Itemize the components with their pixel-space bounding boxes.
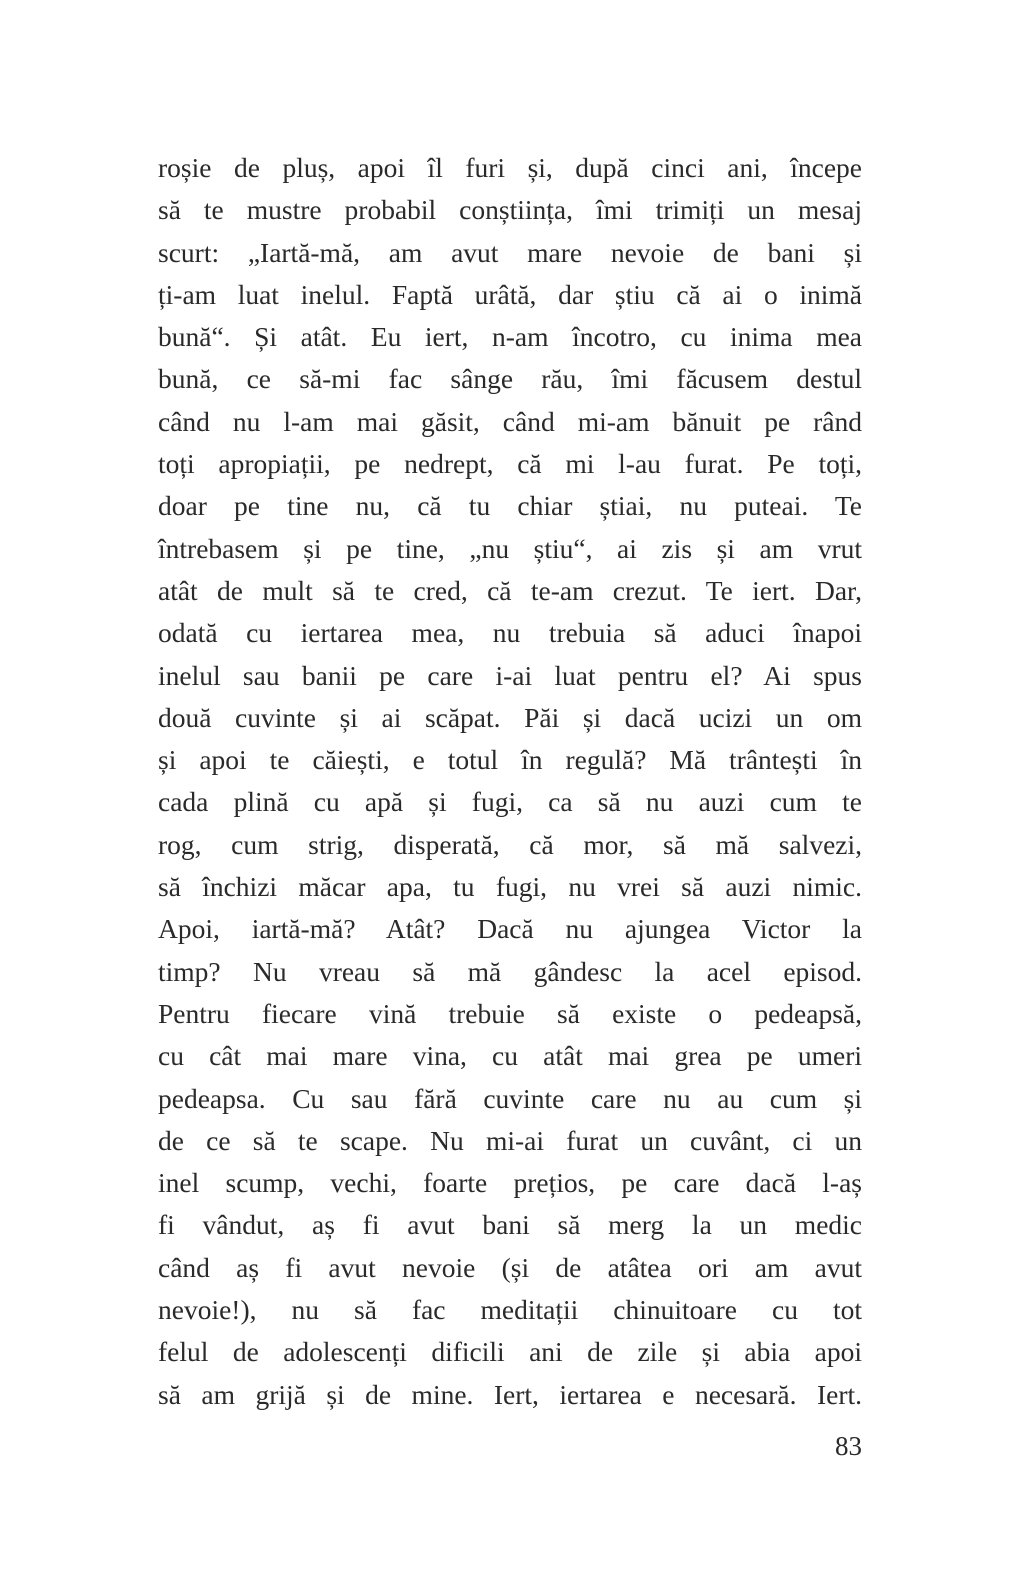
text-line: două cuvinte și ai scăpat. Păi și dacă ucizi un om [158,701,862,733]
text-line: inelul sau banii pe care i-ai luat pentru el? Ai spus [158,659,862,691]
text-line: pedeapsa. Cu sau fără cuvinte care nu au cum și [158,1082,862,1114]
text-line: Apoi, iartă-mă? Atât? Dacă nu ajungea Victor la [158,913,862,945]
text-line: bună, ce să-mi fac sânge rău, îmi făcusem destul [158,363,862,395]
text-line: și apoi te căiești, e totul în regulă? Mă trântești în [158,744,862,776]
text-line: timp? Nu vreau să mă gândesc la acel episod. [158,955,862,987]
text-line: Pentru fiecare vină trebuie să existe o pedeapsă, [158,997,862,1029]
text-line: ți-am luat inelul. Faptă urâtă, dar știu că ai o inimă [158,278,862,310]
text-line: felul de adolescenți dificili ani de zile și abia apoi [158,1336,862,1368]
text-line: rog, cum strig, disperată, că mor, să mă salvezi, [158,828,862,860]
text-line: atât de mult să te cred, că te-am crezut. Te iert. Dar, [158,574,862,606]
text-line: toți apropiații, pe nedrept, că mi l-au furat. Pe toți, [158,448,862,480]
text-line: bună“. Și atât. Eu iert, n-am încotro, cu inima mea [158,321,862,353]
body-text [158,147,862,1416]
text-line: scurt: „Iartă-mă, am avut mare nevoie de bani și [158,236,862,268]
text-line: inel scump, vechi, foarte prețios, pe care dacă l-aș [158,1167,862,1199]
text-line: cada plină cu apă și fugi, ca să nu auzi cum te [158,786,862,818]
text-line: cu cât mai mare vina, cu atât mai grea pe umeri [158,1040,862,1072]
text-line: să am grijă și de mine. Iert, iertarea e necesară. Iert. [158,1378,862,1410]
text-line: roșie de pluș, apoi îl furi și, după cinci ani, începe [158,152,862,183]
text-line: să închizi măcar apa, tu fugi, nu vrei să auzi nimic. [158,871,862,903]
page-number: 83 [835,1431,862,1461]
text-line: doar pe tine nu, că tu chiar știai, nu puteai. Te [158,490,862,522]
text-line: fi vândut, aș fi avut bani să merg la un medic [158,1209,862,1241]
text-line: odată cu iertarea mea, nu trebuia să aduci înapoi [158,617,862,649]
text-line: când aș fi avut nevoie (și de atâtea ori am avut [158,1251,862,1283]
text-line: întrebasem și pe tine, „nu știu“, ai zis și am vrut [158,532,862,564]
text-line: să te mustre probabil conștiința, îmi trimiți un mesaj [158,194,862,226]
text-line: de ce să te scape. Nu mi-ai furat un cuvânt, ci un [158,1124,862,1156]
text-line: nevoie!), nu să fac meditații chinuitoare cu tot [158,1294,862,1326]
text-line: când nu l-am mai găsit, când mi-am bănuit pe rând [158,405,862,437]
